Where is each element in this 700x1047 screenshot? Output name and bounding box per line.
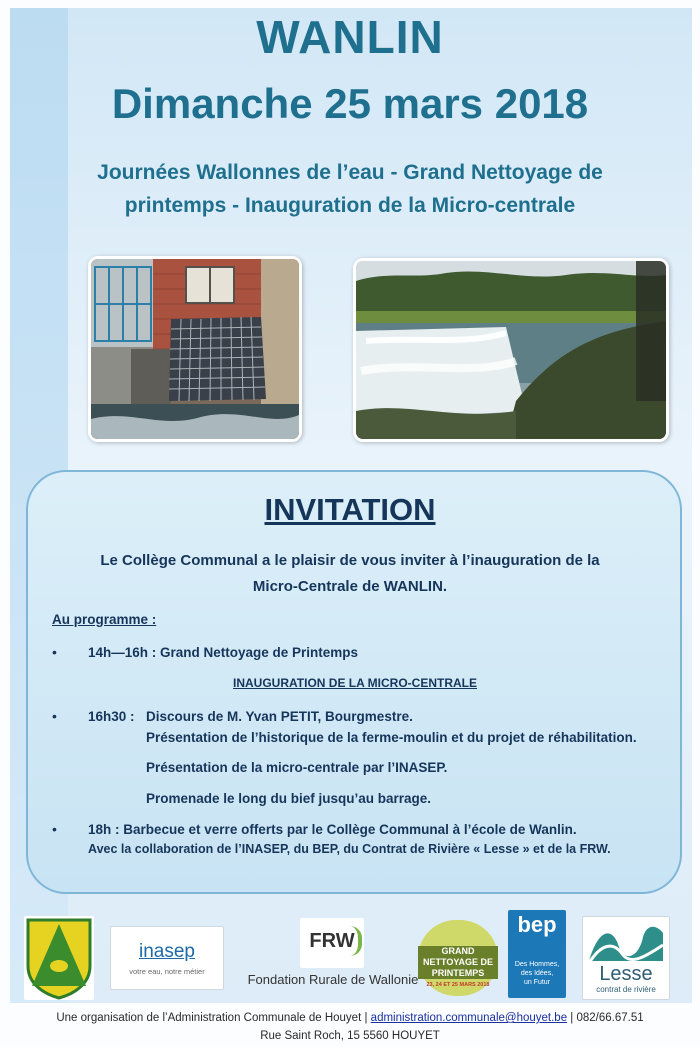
bep-tagline <box>508 960 566 987</box>
coat-of-arms-icon <box>24 916 94 1000</box>
bep-tagline-2: des Idées, <box>520 970 554 977</box>
footer-address: Rue Saint Roch, 15 5560 HOUYET <box>260 1030 440 1042</box>
bep-logo-text: bep <box>517 912 557 937</box>
place-title: WANLIN <box>256 11 444 63</box>
subtitle-line-1: Journées Wallonnes de l’eau - Grand Nettoyage de <box>97 161 603 184</box>
inauguration-heading: INAUGURATION DE LA MICRO-CENTRALE <box>233 676 477 690</box>
footer-organiser: Une organisation de l’Administration Communale de Houyet | <box>56 1012 368 1024</box>
subtitle-line-2: printemps - Inauguration de la Micro-centrale <box>124 194 576 217</box>
frw-swoosh-icon <box>344 926 362 956</box>
program-item-cleanup: 14h—16h : Grand Nettoyage de Printemps <box>88 645 359 660</box>
lesse-logo-text: Lesse <box>599 963 653 985</box>
date-title: Dimanche 25 mars 2018 <box>111 80 589 127</box>
bep-logo <box>508 910 566 998</box>
program-item-presentation: Présentation de la micro-centrale par l’INASEP. <box>146 760 448 775</box>
collaboration-note: Avec la collaboration de l’INASEP, du BEP, du Contrat de Rivière « Lesse » et de la FRW. <box>88 842 611 856</box>
inasep-logo-text: inasep <box>139 941 195 962</box>
inasep-tagline: votre eau, notre métier <box>129 967 205 976</box>
gnp-line-1: GRAND <box>441 946 475 956</box>
inasep-logo <box>110 926 224 990</box>
frw-logo-text: FRW <box>309 930 355 952</box>
bullet-icon: • <box>52 708 57 724</box>
weir-photo <box>353 258 669 442</box>
lesse-logo <box>582 916 670 1000</box>
bullet-icon: • <box>52 644 57 660</box>
program-label: Au programme : <box>52 612 157 627</box>
houyet-coat-of-arms-logo <box>24 916 94 1000</box>
weir-photo-image <box>356 261 666 439</box>
bep-tagline-1: Des Hommes, <box>514 961 560 968</box>
lesse-caption: contrat de rivière <box>596 985 656 994</box>
invitation-title-text: INVITATION <box>264 492 436 527</box>
lesse-wave-icon <box>583 917 669 967</box>
micro-centrale-photo <box>88 256 302 442</box>
frw-caption: Fondation Rurale de Wallonie <box>247 972 419 987</box>
program-item-walk: Promenade le long du bief jusqu’au barrage. <box>146 791 432 806</box>
gnp-dates: 23, 24 ET 25 MARS 2018 <box>426 982 490 988</box>
footer-email-link[interactable]: administration.communale@houyet.be <box>370 1012 568 1024</box>
program-item-time: 16h30 : <box>88 709 135 724</box>
bep-tagline-3: un Futur <box>523 979 551 986</box>
intro-line-2: Micro-Centrale de WANLIN. <box>252 578 448 595</box>
program-item-speech: Discours de M. Yvan PETIT, Bourgmestre. <box>146 709 413 724</box>
program-item-barbecue: 18h : Barbecue et verre offerts par le Collège Communal à l’école de Wanlin. <box>88 822 577 837</box>
program-item-history: Présentation de l’historique de la ferme-moulin et du projet de réhabilitation. <box>146 730 637 745</box>
gnp-badge <box>418 946 498 979</box>
intro-line-1: Le Collège Communal a le plaisir de vous inviter à l’inauguration de la <box>100 552 600 569</box>
event-subtitle <box>30 156 670 222</box>
footer-phone: | 082/66.67.51 <box>570 1012 644 1024</box>
bullet-icon: • <box>52 821 57 837</box>
invitation-title <box>0 492 700 528</box>
grand-nettoyage-logo <box>418 920 498 996</box>
gnp-line-3: PRINTEMPS <box>431 968 485 978</box>
footer-line-1 <box>0 1012 700 1024</box>
frw-logo <box>300 918 364 968</box>
gnp-line-2: NETTOYAGE DE <box>422 957 494 967</box>
micro-centrale-photo-image <box>91 259 299 439</box>
invitation-intro <box>60 548 640 600</box>
